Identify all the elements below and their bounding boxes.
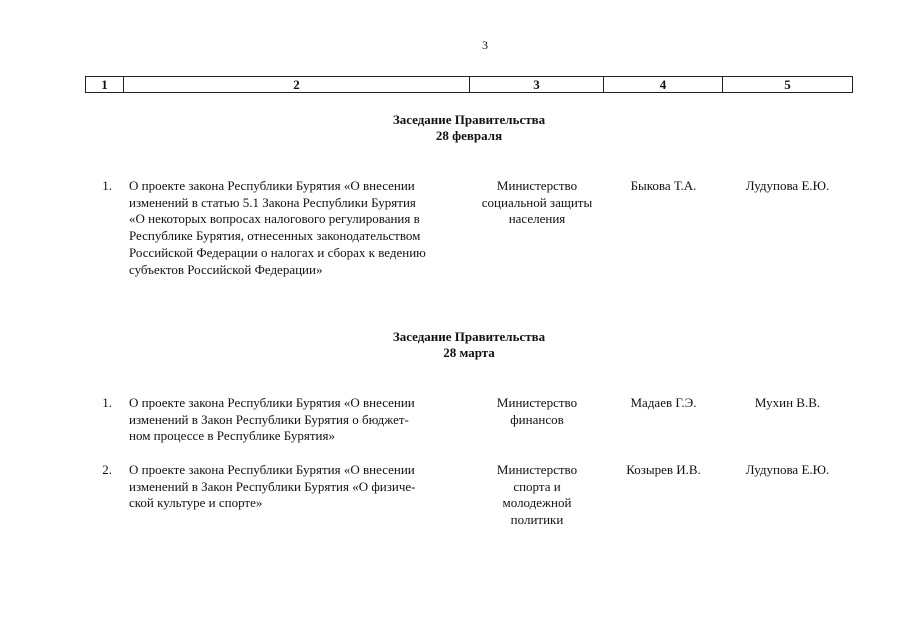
description-line: ном процессе в Республике Бурятия» — [129, 428, 335, 444]
column-header-table — [85, 76, 853, 93]
item-responsible-curator: Лудупова Е.Ю. — [745, 178, 830, 193]
column-header-5: 5 — [723, 77, 853, 93]
description-line: О проекте закона Республики Бурятия «О внесении — [129, 395, 415, 410]
item-responsible-curator: Мухин В.В. — [754, 395, 821, 410]
item-number: 1. — [102, 395, 112, 410]
ministry-line: населения — [508, 211, 566, 227]
column-header-3: 3 — [470, 77, 604, 93]
description-line: О проекте закона Республики Бурятия «О внесении — [129, 462, 415, 477]
item-number: 1. — [102, 178, 112, 193]
section-date: 28 марта — [443, 345, 495, 360]
ministry-line: Министерство — [496, 178, 578, 193]
section-title — [0, 112, 905, 144]
description-line: изменений в статью 5.1 Закона Республики Бурятия — [129, 194, 416, 210]
description-line: О проекте закона Республики Бурятия «О внесении — [129, 178, 415, 193]
item-description — [129, 178, 464, 278]
item-ministry — [470, 462, 604, 529]
description-line: «О некоторых вопросах налогового регулирования в — [129, 211, 420, 227]
ministry-line: политики — [510, 512, 564, 528]
item-number: 2. — [102, 462, 112, 477]
description-line: субъектов Российской Федерации» — [129, 261, 323, 277]
item-responsible-curator: Лудупова Е.Ю. — [745, 462, 830, 477]
item-ministry — [470, 395, 604, 428]
column-header-1: 1 — [86, 77, 124, 93]
item-responsible-executor: Мадаев Г.Э. — [630, 395, 697, 410]
section-heading: Заседание Правительства — [392, 112, 546, 127]
description-line: Республике Бурятия, отнесенных законодательством — [129, 228, 421, 244]
item-description — [129, 395, 464, 445]
ministry-line: молодежной — [502, 495, 572, 511]
ministry-line: социальной защиты — [481, 194, 593, 210]
ministry-line: спорта и — [513, 478, 561, 494]
section-title — [0, 329, 905, 361]
column-header-4: 4 — [604, 77, 723, 93]
column-header-2: 2 — [124, 77, 470, 93]
item-ministry — [470, 178, 604, 228]
page-number: 3 — [482, 38, 488, 52]
description-line: изменений в Закон Республики Бурятия «О физиче- — [129, 478, 416, 494]
description-line: изменений в Закон Республики Бурятия о бюджет- — [129, 411, 409, 427]
item-responsible-executor: Быкова Т.А. — [630, 178, 697, 193]
description-line: ской культуре и спорте» — [129, 495, 263, 511]
ministry-line: финансов — [510, 411, 564, 427]
description-line: Российской Федерации о налогах и сборах к ведению — [129, 244, 426, 260]
item-description — [129, 462, 464, 512]
section-date: 28 февраля — [435, 128, 503, 143]
column-header-row — [86, 77, 853, 93]
item-responsible-executor: Козырев И.В. — [626, 462, 701, 477]
ministry-line: Министерство — [496, 462, 578, 477]
section-heading: Заседание Правительства — [392, 329, 546, 344]
ministry-line: Министерство — [496, 395, 578, 410]
